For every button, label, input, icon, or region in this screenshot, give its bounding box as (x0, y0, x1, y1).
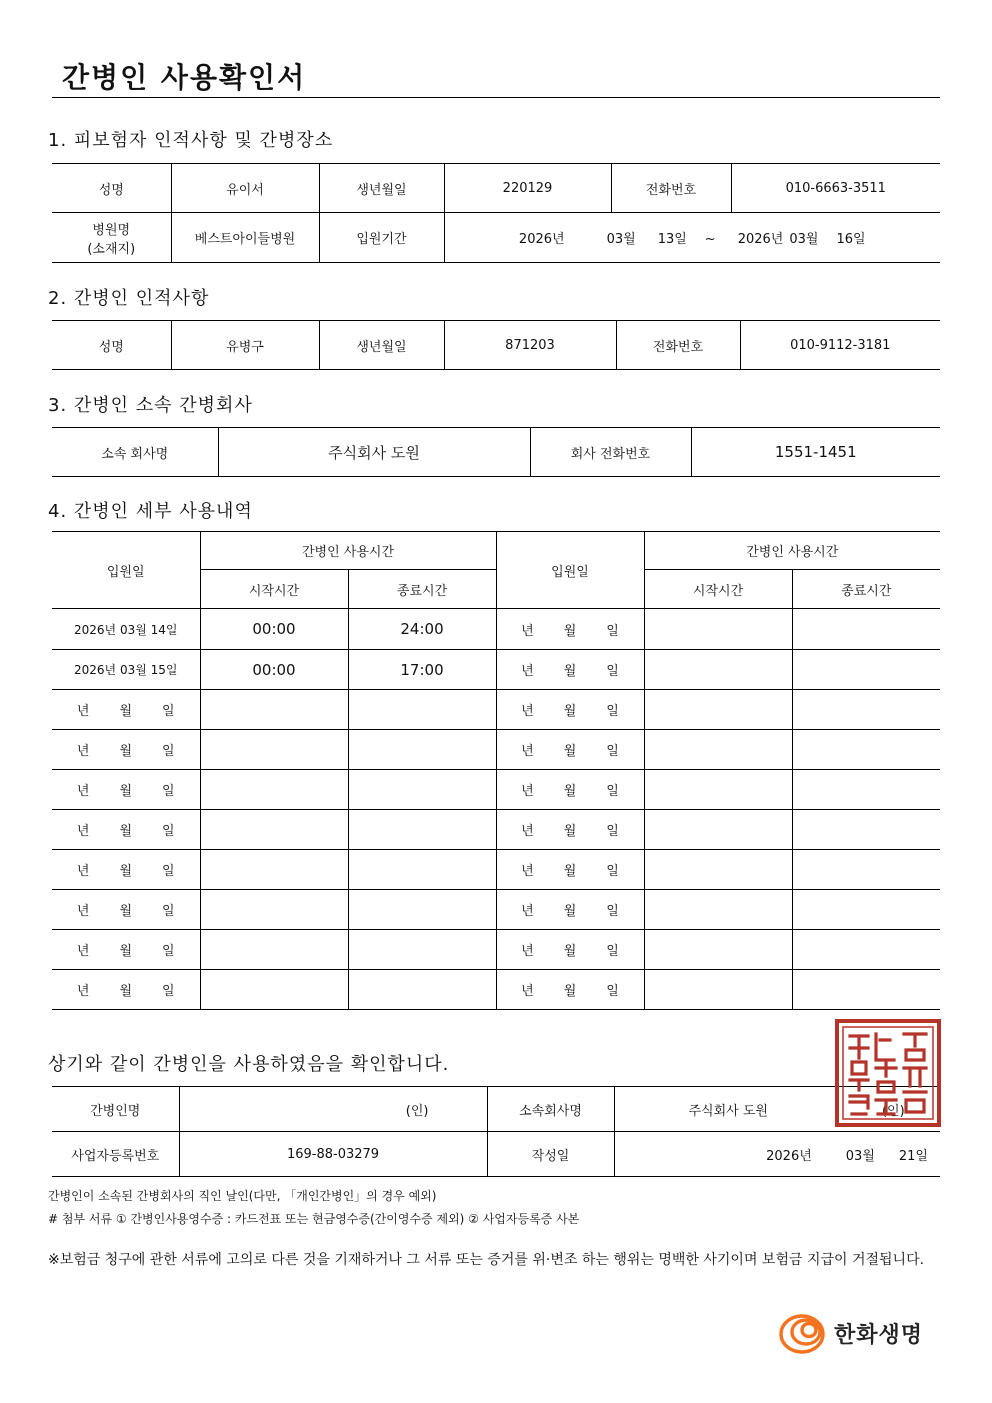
left-end-time[interactable] (348, 890, 496, 930)
right-end-time[interactable] (792, 730, 940, 770)
right-end-time[interactable] (792, 890, 940, 930)
right-end-time[interactable] (792, 970, 940, 1010)
left-month-unit: 월 (119, 704, 133, 719)
right-month-unit: 월 (563, 904, 577, 919)
admission-period-label: 입원기간 (319, 213, 444, 263)
left-month-unit: 월 (119, 904, 133, 919)
left-day-unit: 일 (162, 704, 175, 719)
left-start-time[interactable] (200, 690, 348, 730)
insured-name-label: 성명 (52, 164, 171, 213)
page-title: 간병인 사용확인서 (62, 61, 307, 94)
right-date[interactable] (496, 690, 644, 730)
right-year-unit: 년 (521, 824, 534, 839)
right-date[interactable] (496, 850, 644, 890)
caregiver-sign-label: 간병인명 (52, 1087, 179, 1132)
fraud-warning: ※보험금 청구에 관한 서류에 고의로 다른 것을 기재하거나 그 서류 또는 증거를 위·변조 하는 행위는 명백한 사기이며 보험금 지급이 거절됩니다. (48, 1252, 925, 1268)
left-month-unit: 월 (119, 944, 133, 959)
left-date[interactable] (52, 730, 200, 770)
right-start-time[interactable] (644, 770, 792, 810)
right-day-unit: 일 (606, 623, 619, 639)
left-day-unit: 일 (162, 904, 175, 919)
left-date[interactable] (52, 930, 200, 970)
left-day-unit: 일 (162, 984, 175, 999)
usage-table (52, 531, 940, 1010)
right-year-unit: 년 (521, 864, 534, 879)
right-day-unit: 일 (606, 824, 619, 839)
left-end-time[interactable]: 24:00 (348, 609, 496, 650)
right-date[interactable] (496, 890, 644, 930)
left-start-header: 시작시간 (200, 570, 348, 609)
left-start-time[interactable] (200, 890, 348, 930)
left-date[interactable] (52, 690, 200, 730)
caregiver-seal-mark: (인) (405, 1103, 429, 1119)
left-start-time[interactable] (200, 970, 348, 1010)
company-seal-mark: (인) (881, 1103, 905, 1119)
right-end-time[interactable] (792, 930, 940, 970)
right-start-time[interactable] (644, 730, 792, 770)
caregiver-phone[interactable]: 010-9112-3181 (740, 321, 940, 370)
left-start-time[interactable] (200, 730, 348, 770)
caregiver-name-label: 성명 (52, 321, 171, 370)
usage-row (52, 850, 940, 890)
period-start-day: 13일 (657, 232, 687, 247)
right-start-time[interactable] (644, 890, 792, 930)
left-end-time[interactable] (348, 850, 496, 890)
written-date-label: 작성일 (487, 1132, 614, 1177)
signoff-table (52, 1086, 940, 1177)
insured-dob-label: 생년월일 (319, 164, 444, 213)
insured-phone-label: 전화번호 (611, 164, 731, 213)
signoff-company-label: 소속회사명 (487, 1087, 614, 1132)
right-date[interactable] (496, 810, 644, 850)
left-start-time[interactable] (200, 850, 348, 890)
right-date[interactable] (496, 930, 644, 970)
caregiver-dob-label: 생년월일 (319, 321, 444, 370)
written-date[interactable] (614, 1132, 940, 1177)
usage-row (52, 770, 940, 810)
left-month-unit: 월 (119, 984, 133, 999)
usage-row (52, 970, 940, 1010)
right-day-unit: 일 (606, 784, 619, 799)
section-2-heading: 2. 간병인 인적사항 (48, 288, 210, 309)
company-phone-label: 회사 전화번호 (530, 428, 691, 477)
hanwha-logo-icon (778, 1310, 832, 1356)
usage-row (52, 930, 940, 970)
section-3-heading: 3. 간병인 소속 간병회사 (48, 395, 253, 416)
caregiver-table (52, 320, 940, 370)
right-day-unit: 일 (606, 904, 619, 919)
hanwha-logo-text: 한화생명 (834, 1323, 924, 1348)
right-date[interactable] (496, 970, 644, 1010)
section-4-heading: 4. 간병인 세부 사용내역 (48, 501, 253, 522)
right-year-unit: 년 (521, 744, 534, 759)
insured-name[interactable]: 유이서 (171, 164, 319, 213)
bizno-label: 사업자등록번호 (52, 1132, 179, 1177)
right-month-unit: 월 (563, 784, 577, 799)
usage-row (52, 730, 940, 770)
period-end-day: 16일 (836, 232, 866, 247)
right-start-time[interactable] (644, 930, 792, 970)
right-year-unit: 년 (521, 784, 534, 799)
right-month-unit: 월 (563, 864, 577, 879)
caregiver-dob[interactable]: 871203 (444, 321, 616, 370)
insured-phone[interactable]: 010-6663-3511 (731, 164, 940, 213)
left-year-unit: 년 (76, 944, 90, 959)
right-end-time[interactable] (792, 650, 940, 690)
right-start-time[interactable] (644, 810, 792, 850)
caregiver-sign-field[interactable] (179, 1087, 487, 1132)
period-end-month: 03월 (789, 232, 819, 247)
insured-dob[interactable]: 220129 (444, 164, 611, 213)
left-month-unit: 월 (119, 824, 133, 839)
left-day-unit: 일 (162, 784, 175, 799)
right-date[interactable] (496, 730, 644, 770)
hospital-label-cell (52, 213, 171, 263)
left-date[interactable]: 2026년 03월 14일 (52, 609, 200, 650)
written-day: 21일 (898, 1148, 928, 1164)
left-date[interactable] (52, 770, 200, 810)
company-phone[interactable]: 1551-1451 (691, 428, 940, 477)
right-month-unit: 월 (563, 984, 577, 999)
caregiver-phone-label: 전화번호 (616, 321, 740, 370)
right-start-time[interactable] (644, 970, 792, 1010)
hospital-label: 병원명 (92, 222, 131, 238)
note-attachments: # 첨부 서류 ① 간병인사용영수증 : 카드전표 또는 현금영수증(간이영수증 제외) ② 사업자등록증 사본 (48, 1212, 580, 1226)
bizno[interactable]: 169-88-03279 (179, 1132, 487, 1177)
written-month: 03월 (845, 1148, 875, 1164)
period-tilde: ~ (704, 232, 716, 247)
right-day-unit: 일 (606, 984, 619, 999)
right-year-unit: 년 (521, 904, 534, 919)
usage-row (52, 650, 940, 690)
right-date[interactable] (496, 770, 644, 810)
company-seal-stamp (834, 1018, 942, 1128)
left-year-unit: 년 (76, 784, 90, 799)
right-month-unit: 월 (563, 664, 577, 679)
admission-period[interactable] (444, 213, 940, 263)
hospital-location-label: (소재지) (87, 241, 136, 257)
written-year: 2026년 (766, 1148, 812, 1164)
right-date-header: 입원일 (496, 532, 644, 609)
title-divider (52, 97, 940, 98)
left-end-time[interactable]: 17:00 (348, 650, 496, 690)
left-day-unit: 일 (162, 864, 175, 879)
note-seal: 간병인이 소속된 간병회사의 직인 날인(다만, 「개인간병인」의 경우 예외) (48, 1189, 437, 1203)
right-start-header: 시작시간 (644, 570, 792, 609)
left-start-time[interactable] (200, 770, 348, 810)
company-name[interactable]: 주식회사 도원 (218, 428, 530, 477)
right-month-unit: 월 (563, 744, 577, 759)
right-month-unit: 월 (563, 623, 577, 639)
left-month-unit: 월 (119, 784, 133, 799)
right-year-unit: 년 (521, 984, 534, 999)
left-year-unit: 년 (76, 704, 90, 719)
right-month-unit: 월 (563, 944, 577, 959)
right-end-time[interactable] (792, 850, 940, 890)
confirmation-text: 상기와 같이 간병인을 사용하였음을 확인합니다. (48, 1054, 450, 1075)
right-year-unit: 년 (521, 704, 534, 719)
left-end-time[interactable] (348, 930, 496, 970)
insured-table (52, 163, 940, 263)
left-end-time[interactable] (348, 810, 496, 850)
left-day-unit: 일 (162, 824, 175, 839)
right-day-unit: 일 (606, 704, 619, 719)
right-year-unit: 년 (521, 944, 534, 959)
left-end-header: 종료시간 (348, 570, 496, 609)
left-date[interactable] (52, 850, 200, 890)
right-date[interactable] (496, 650, 644, 690)
right-time-header: 간병인 사용시간 (644, 532, 940, 570)
right-date[interactable] (496, 609, 644, 650)
right-month-unit: 월 (563, 704, 577, 719)
left-date[interactable] (52, 890, 200, 930)
period-start-month: 03월 (606, 232, 636, 247)
left-year-unit: 년 (76, 864, 90, 879)
left-start-time[interactable]: 00:00 (200, 650, 348, 690)
right-end-time[interactable] (792, 690, 940, 730)
right-day-unit: 일 (606, 744, 619, 759)
right-month-unit: 월 (563, 824, 577, 839)
left-year-unit: 년 (76, 744, 90, 759)
left-date[interactable] (52, 810, 200, 850)
period-start-year: 2026년 (518, 232, 565, 247)
right-year-unit: 년 (521, 623, 534, 639)
left-start-time[interactable] (200, 930, 348, 970)
left-end-time[interactable] (348, 690, 496, 730)
right-end-header: 종료시간 (792, 570, 940, 609)
left-start-time[interactable]: 00:00 (200, 609, 348, 650)
left-year-unit: 년 (76, 824, 90, 839)
right-day-unit: 일 (606, 944, 619, 959)
left-month-unit: 월 (119, 744, 133, 759)
right-start-time[interactable] (644, 650, 792, 690)
right-day-unit: 일 (606, 864, 619, 879)
left-date[interactable] (52, 970, 200, 1010)
usage-row (52, 890, 940, 930)
right-end-time[interactable] (792, 810, 940, 850)
left-month-unit: 월 (119, 864, 133, 879)
usage-row (52, 810, 940, 850)
hospital-name[interactable]: 베스트아이들병원 (171, 213, 319, 263)
left-date[interactable]: 2026년 03월 15일 (52, 650, 200, 690)
right-start-time[interactable] (644, 850, 792, 890)
section-1-heading: 1. 피보험자 인적사항 및 간병장소 (48, 130, 334, 151)
left-year-unit: 년 (76, 984, 90, 999)
usage-row (52, 609, 940, 650)
usage-row (52, 690, 940, 730)
period-end-year: 2026년 (737, 232, 784, 247)
right-year-unit: 년 (521, 664, 534, 679)
right-end-time[interactable] (792, 609, 940, 650)
left-day-unit: 일 (162, 944, 175, 959)
company-table (52, 427, 940, 477)
left-day-unit: 일 (162, 744, 175, 759)
left-date-header: 입원일 (52, 532, 200, 609)
left-end-time[interactable] (348, 730, 496, 770)
left-year-unit: 년 (76, 904, 90, 919)
right-start-time[interactable] (644, 690, 792, 730)
left-time-header: 간병인 사용시간 (200, 532, 496, 570)
left-start-time[interactable] (200, 810, 348, 850)
company-name-label: 소속 회사명 (52, 428, 218, 477)
caregiver-name[interactable]: 유병구 (171, 321, 319, 370)
left-end-time[interactable] (348, 970, 496, 1010)
signoff-company-name: 주식회사 도원 (688, 1103, 768, 1119)
left-end-time[interactable] (348, 770, 496, 810)
right-end-time[interactable] (792, 770, 940, 810)
right-day-unit: 일 (606, 664, 619, 679)
right-start-time[interactable] (644, 609, 792, 650)
hanwha-life-logo (778, 1310, 938, 1356)
